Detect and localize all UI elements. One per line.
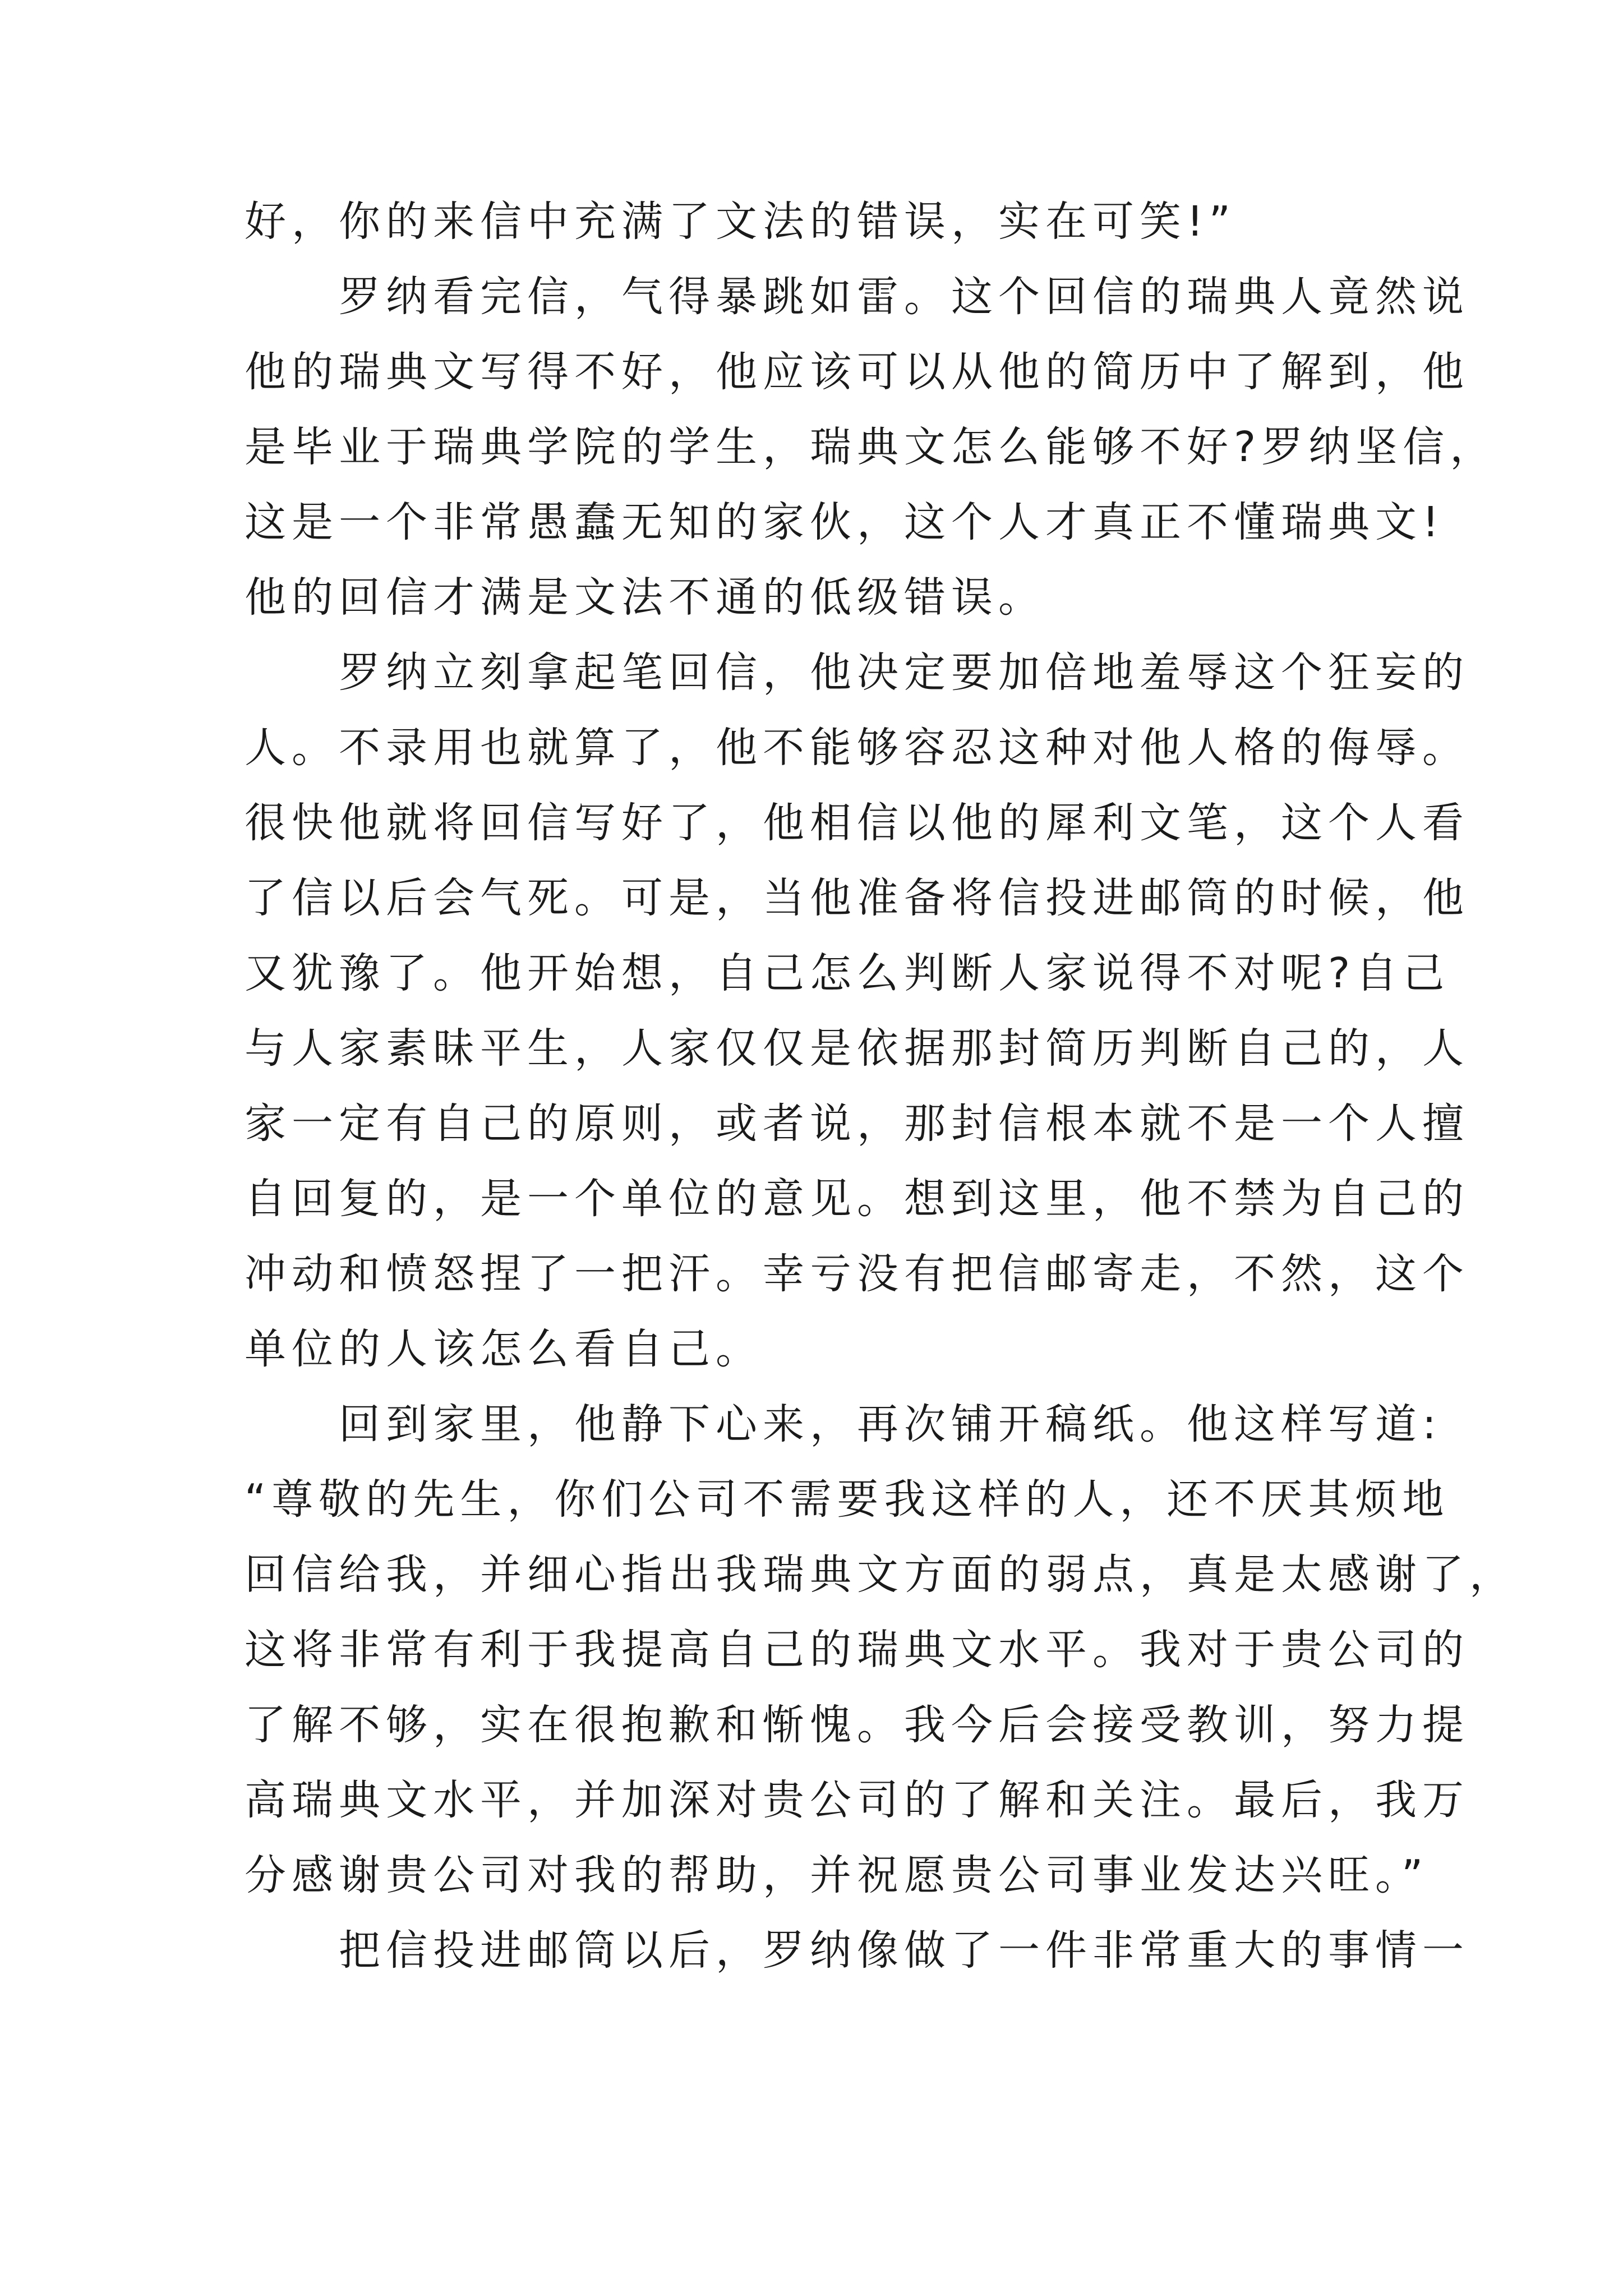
text-line: 这是一个非常愚蠢无知的家伙，这个人才真正不懂瑞典文! (245, 498, 1445, 546)
text-line: 了解不够，实在很抱歉和惭愧。我今后会接受教训，努力提 (245, 1701, 1469, 1749)
text-line: 冲动和愤怒捏了一把汗。幸亏没有把信邮寄走，不然，这个 (245, 1250, 1469, 1298)
text-line: 他的瑞典文写得不好，他应该可以从他的简历中了解到，他 (245, 348, 1469, 396)
text-line: 了信以后会气死。可是，当他准备将信投进邮筒的时候，他 (245, 874, 1469, 922)
text-line: 回信给我，并细心指出我瑞典文方面的弱点，真是太感谢了， (245, 1550, 1516, 1599)
text-line: 又犹豫了。他开始想，自己怎么判断人家说得不对呢?自己 (245, 949, 1450, 997)
text-line: 高瑞典文水平，并加深对贵公司的了解和关注。最后，我万 (245, 1776, 1469, 1824)
text-line: 很快他就将回信写好了，他相信以他的犀利文笔，这个人看 (245, 799, 1469, 847)
text-line: 与人家素昧平生，人家仅仅是依据那封简历判断自己的，人 (245, 1024, 1469, 1073)
text-line: 把信投进邮筒以后，罗纳像做了一件非常重大的事情一 (339, 1926, 1469, 1975)
body-text (245, 184, 1516, 1988)
text-line: 好，你的来信中充满了文法的错误，实在可笑!” (245, 197, 1236, 246)
text-line: 罗纳立刻拿起笔回信，他决定要加倍地羞辱这个狂妄的 (339, 648, 1469, 697)
text-line: 这将非常有利于我提高自己的瑞典文水平。我对于贵公司的 (245, 1626, 1469, 1674)
text-line: 回到家里，他静下心来，再次铺开稿纸。他这样写道: (339, 1400, 1442, 1448)
text-line: 单位的人该怎么看自己。 (245, 1325, 763, 1373)
text-line: 是毕业于瑞典学院的学生，瑞典文怎么能够不好?罗纳坚信， (245, 423, 1497, 471)
text-line: 分感谢贵公司对我的帮助，并祝愿贵公司事业发达兴旺。” (245, 1851, 1429, 1899)
text-line: 罗纳看完信，气得暴跳如雷。这个回信的瑞典人竟然说 (339, 273, 1469, 321)
text-line: 人。不录用也就算了，他不能够容忍这种对他人格的侮辱。 (245, 724, 1469, 772)
text-line: “尊敬的先生，你们公司不需要我这样的人，还不厌其烦地 (245, 1475, 1450, 1524)
text-line: 他的回信才满是文法不通的低级错误。 (245, 573, 1045, 622)
text-line: 自回复的，是一个单位的意见。想到这里，他不禁为自己的 (245, 1175, 1469, 1223)
text-line: 家一定有自己的原则，或者说，那封信根本就不是一个人擅 (245, 1099, 1469, 1148)
